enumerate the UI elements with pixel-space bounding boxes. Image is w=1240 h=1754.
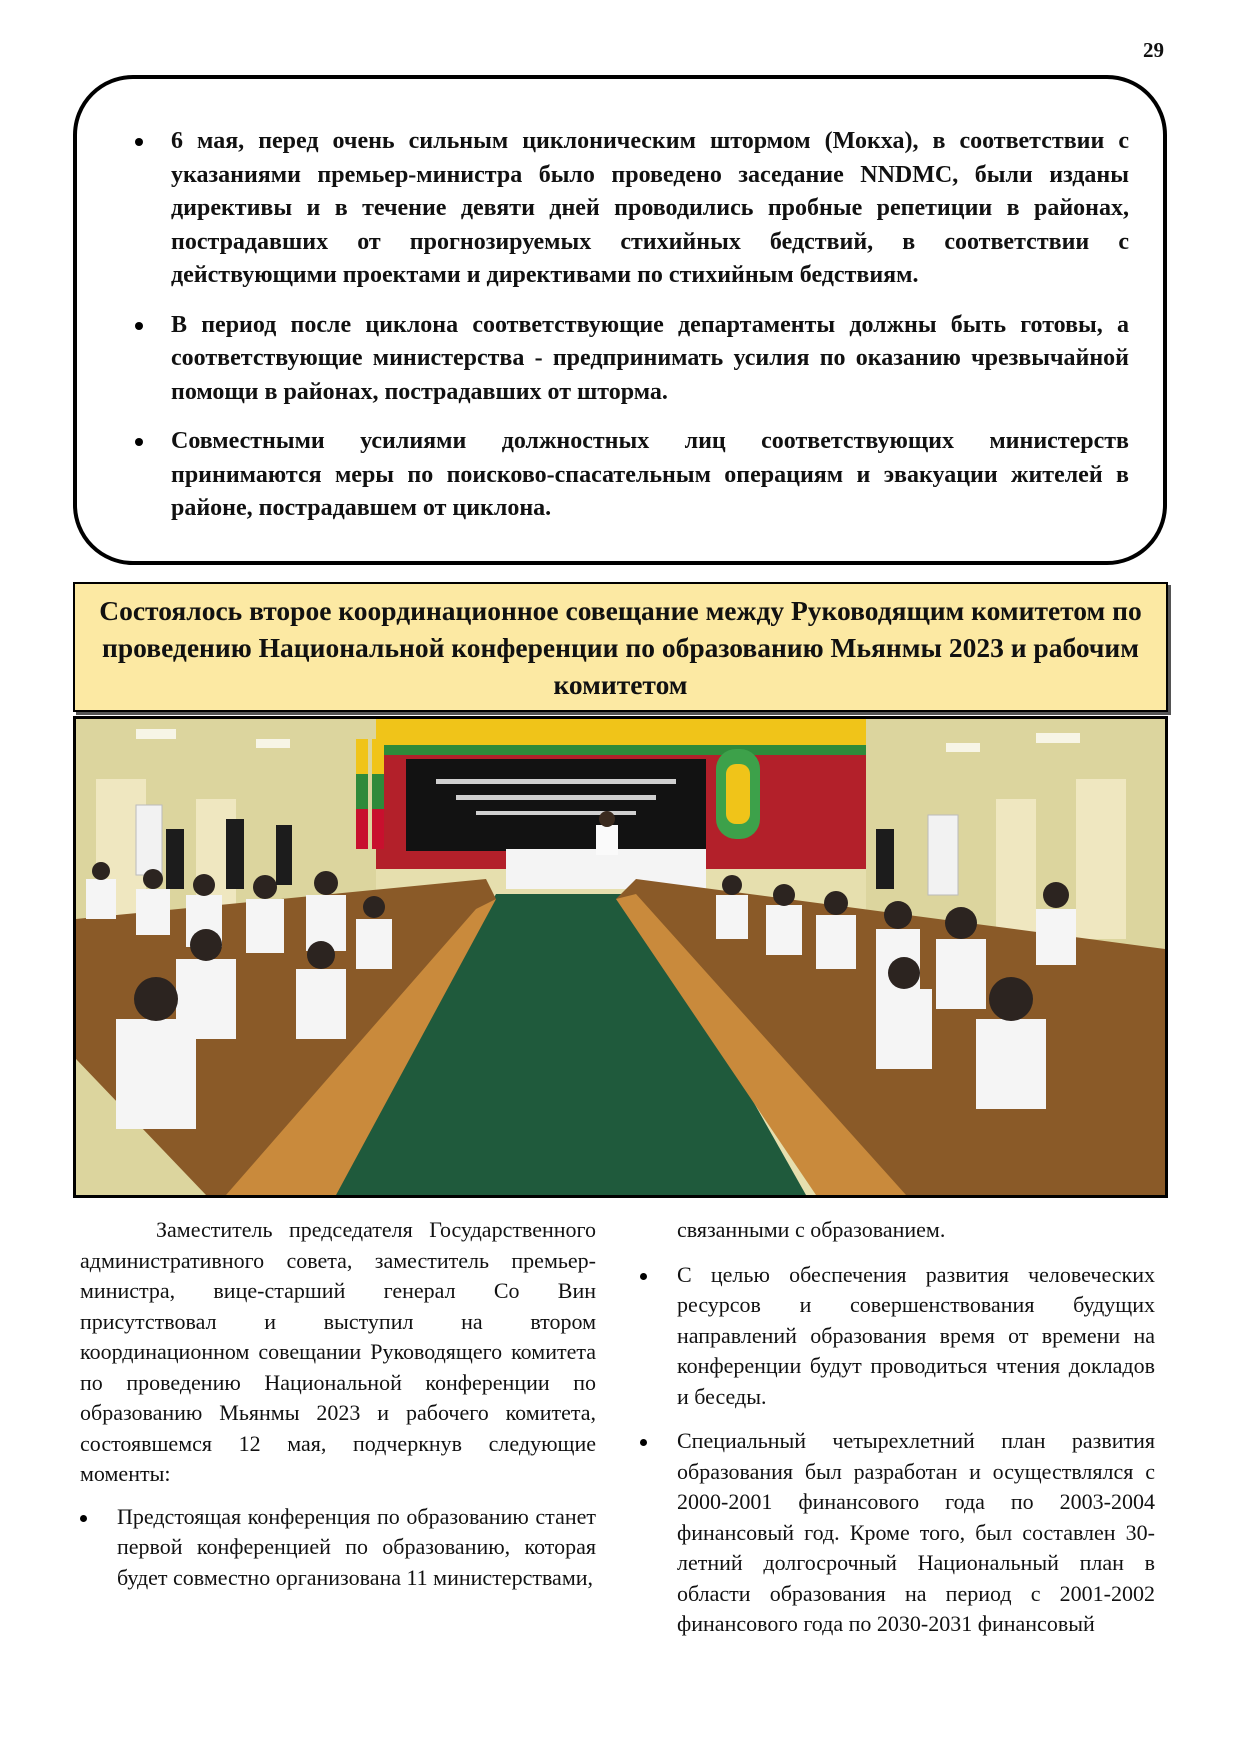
info-bullet-list bbox=[135, 125, 1129, 526]
bullet-icon bbox=[640, 1273, 647, 1280]
info-bullet-item bbox=[135, 309, 1129, 410]
article-bullet-item bbox=[640, 1426, 1155, 1640]
page-number: 29 bbox=[1143, 38, 1164, 62]
bullet-icon bbox=[135, 138, 143, 146]
article-bullet-item bbox=[80, 1502, 596, 1594]
info-box bbox=[73, 75, 1167, 565]
bullet-icon bbox=[135, 322, 143, 330]
article-headline: Состоялось второе координационное совещание между Руководящим комитетом по проведению Национальной конференции по образованию Мьянмы 2023 и рабочим комитетом bbox=[99, 594, 1142, 700]
headline-box bbox=[73, 582, 1168, 712]
info-bullet-item bbox=[135, 425, 1129, 526]
info-bullet-text: Совместными усилиями должностных лиц соответствующих министерств принимаются меры по поисково-спасательным операциям и эвакуации жителей в районе, пострадавшем от циклона. bbox=[171, 428, 1129, 521]
bullet-icon bbox=[80, 1515, 87, 1522]
info-bullet-text: В период после циклона соответствующие департаменты должны быть готовы, а соответствующие министерства - предпринимать усилия по оказанию чрезвычайной помощи в районах, пострадавших от шторма. bbox=[171, 311, 1129, 405]
article-column-left bbox=[80, 1215, 596, 1607]
article-bullet-text: Предстоящая конференция по образованию станет первой конференцией по образованию, которая будет совместно организована 11 министерствами, bbox=[117, 1503, 596, 1590]
article-column-right bbox=[640, 1215, 1155, 1654]
info-bullet-item bbox=[135, 125, 1129, 293]
meeting-photo-illustration bbox=[76, 719, 1165, 1195]
article-bullet-list bbox=[80, 1502, 596, 1594]
bullet-icon bbox=[135, 438, 143, 446]
info-bullet-text: 6 мая, перед очень сильным циклоническим штормом (Мокха), в соответствии с указаниями премьер-министра было проведено заседание NNDMC, были изданы директивы и в течение девяти дней проводились пробные репетиции в районах, пострадавших от прогнозируемых стихийных бедствий, в соответствии с действующими проектами и директивами по стихийным бедствиям. bbox=[171, 128, 1129, 288]
meeting-photo bbox=[73, 716, 1168, 1198]
bullet-icon bbox=[640, 1439, 647, 1446]
article-bullet-text: Специальный четырехлетний план развития образования был разработан и осуществлялся с 2000-2001 финансового года по 2003-2004 финансовый год. Кроме того, был составлен 30-летний долгосрочный Национальный план в области образования на период с 2001-2002 финансового года по 2030-2031 финансовый bbox=[677, 1428, 1155, 1636]
article-bullet-text: С целью обеспечения развития человеческих ресурсов и совершенствования будущих направлений образования время от времени на конференции будут проводиться чтения докладов и беседы. bbox=[677, 1261, 1155, 1409]
article-bullet-list bbox=[640, 1260, 1155, 1640]
article-bullet-item bbox=[640, 1260, 1155, 1413]
article-bullet-continuation: связанными с образованием. bbox=[677, 1217, 946, 1242]
article-intro: Заместитель председателя Государственного административного совета, заместитель премьер-министра, вице-старший генерал Со Вин присутствовал и выступил на втором координационном совещании Руководящего комитета по проведению Национальной конференции по образованию Мьянмы 2023 и рабочего комитета, состоявшемся 12 мая, подчеркнув следующие моменты: bbox=[80, 1217, 596, 1486]
